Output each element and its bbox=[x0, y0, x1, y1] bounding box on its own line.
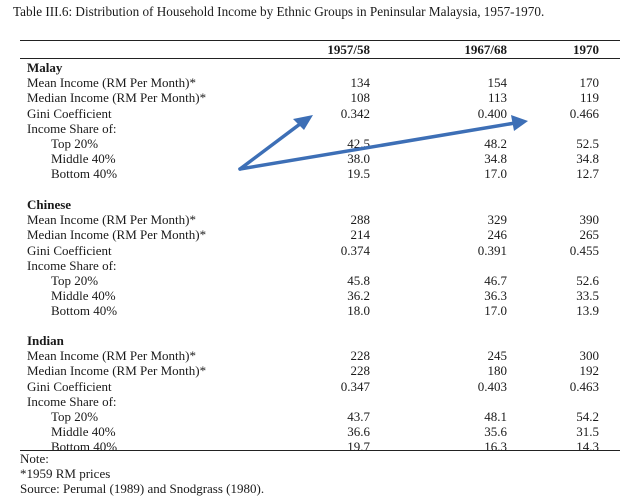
cell-value: 42.5 bbox=[347, 136, 370, 151]
group-name: Malay bbox=[27, 60, 63, 75]
cell-value: 0.400 bbox=[477, 105, 507, 121]
cell-value: 16.3 bbox=[484, 439, 507, 455]
cell-value: 19.5 bbox=[347, 166, 370, 182]
cell-value: 36.3 bbox=[484, 288, 507, 304]
cell-value: 36.2 bbox=[347, 288, 370, 304]
cell-value: 0.391 bbox=[477, 242, 507, 258]
cell-value: 14.3 bbox=[576, 439, 599, 455]
cell-value: 38.0 bbox=[347, 151, 370, 167]
cell-value: 35.6 bbox=[484, 424, 507, 440]
cell-value: 52.6 bbox=[576, 273, 599, 288]
cell-value: 329 bbox=[487, 212, 507, 228]
cell-value: 0.463 bbox=[569, 378, 599, 394]
row-label: Mean Income (RM Per Month)* bbox=[27, 212, 196, 228]
cell-value: 0.466 bbox=[569, 105, 599, 121]
cell-value: 246 bbox=[487, 227, 507, 243]
row-label: Middle 40% bbox=[51, 424, 116, 440]
table-caption: Table III.6: Distribution of Household Income by Ethnic Groups in Peninsular Malaysia, 1957-1970. bbox=[13, 4, 545, 19]
cell-value: 390 bbox=[579, 212, 599, 228]
row-label: Income Share of: bbox=[27, 120, 117, 136]
cell-value: 192 bbox=[579, 363, 599, 379]
cell-value: 300 bbox=[579, 348, 599, 364]
column-header-1957: 1957/58 bbox=[327, 42, 370, 57]
arrow-shaft-long bbox=[240, 123, 515, 169]
group-name: Indian bbox=[27, 333, 64, 348]
cell-value: 0.374 bbox=[340, 242, 370, 258]
row-label: Bottom 40% bbox=[51, 303, 118, 319]
cell-value: 245 bbox=[487, 348, 507, 364]
group-name: Chinese bbox=[27, 197, 72, 212]
row-label: Gini Coefficient bbox=[27, 378, 112, 394]
cell-value: 0.455 bbox=[569, 242, 599, 258]
cell-value: 34.8 bbox=[484, 151, 507, 167]
cell-value: 46.7 bbox=[484, 273, 507, 288]
row-label: Mean Income (RM Per Month)* bbox=[27, 348, 196, 364]
cell-value: 180 bbox=[487, 363, 507, 379]
cell-value: 54.2 bbox=[576, 409, 599, 424]
cell-value: 228 bbox=[350, 363, 370, 379]
cell-value: 52.5 bbox=[576, 136, 599, 151]
cell-value: 36.6 bbox=[347, 424, 370, 440]
column-header-1967: 1967/68 bbox=[464, 42, 507, 57]
cell-value: 19.7 bbox=[347, 439, 370, 455]
cell-value: 265 bbox=[579, 227, 599, 243]
row-label: Income Share of: bbox=[27, 257, 117, 273]
cell-value: 0.403 bbox=[477, 378, 507, 394]
cell-value: 0.342 bbox=[340, 105, 370, 121]
cell-value: 18.0 bbox=[347, 303, 370, 319]
row-label: Top 20% bbox=[51, 409, 99, 424]
row-label: Top 20% bbox=[51, 136, 99, 151]
row-label: Bottom 40% bbox=[51, 439, 118, 455]
row-label: Gini Coefficient bbox=[27, 242, 112, 258]
cell-value: 154 bbox=[487, 75, 507, 91]
row-label: Mean Income (RM Per Month)* bbox=[27, 75, 196, 91]
cell-value: 113 bbox=[487, 90, 507, 106]
note-prices: *1959 RM prices bbox=[20, 466, 111, 481]
cell-value: 33.5 bbox=[576, 288, 599, 304]
note-heading: Note: bbox=[20, 451, 49, 466]
arrow-head-long bbox=[511, 115, 528, 131]
cell-value: 108 bbox=[350, 90, 370, 106]
cell-value: 45.8 bbox=[347, 273, 370, 288]
cell-value: 288 bbox=[350, 212, 370, 228]
cell-value: 214 bbox=[350, 227, 370, 243]
row-label: Median Income (RM Per Month)* bbox=[27, 363, 207, 379]
row-label: Middle 40% bbox=[51, 288, 116, 304]
cell-value: 134 bbox=[350, 75, 370, 91]
row-label: Median Income (RM Per Month)* bbox=[27, 227, 207, 243]
cell-value: 228 bbox=[350, 348, 370, 364]
row-label: Income Share of: bbox=[27, 393, 117, 409]
cell-value: 48.2 bbox=[484, 136, 507, 151]
row-label: Bottom 40% bbox=[51, 166, 118, 182]
cell-value: 34.8 bbox=[576, 151, 599, 167]
cell-value: 17.0 bbox=[484, 303, 507, 319]
cell-value: 13.9 bbox=[576, 303, 599, 319]
row-label: Gini Coefficient bbox=[27, 105, 112, 121]
cell-value: 12.7 bbox=[576, 166, 599, 182]
row-label: Top 20% bbox=[51, 273, 99, 288]
cell-value: 0.347 bbox=[340, 378, 370, 394]
row-label: Middle 40% bbox=[51, 151, 116, 167]
cell-value: 17.0 bbox=[484, 166, 507, 182]
column-header-1970: 1970 bbox=[573, 42, 599, 57]
note-source: Source: Perumal (1989) and Snodgrass (1980). bbox=[20, 481, 265, 496]
row-label: Median Income (RM Per Month)* bbox=[27, 90, 207, 106]
cell-value: 31.5 bbox=[576, 424, 599, 440]
cell-value: 170 bbox=[579, 75, 599, 91]
cell-value: 43.7 bbox=[347, 409, 370, 424]
cell-value: 48.1 bbox=[484, 409, 507, 424]
cell-value: 119 bbox=[579, 90, 599, 106]
